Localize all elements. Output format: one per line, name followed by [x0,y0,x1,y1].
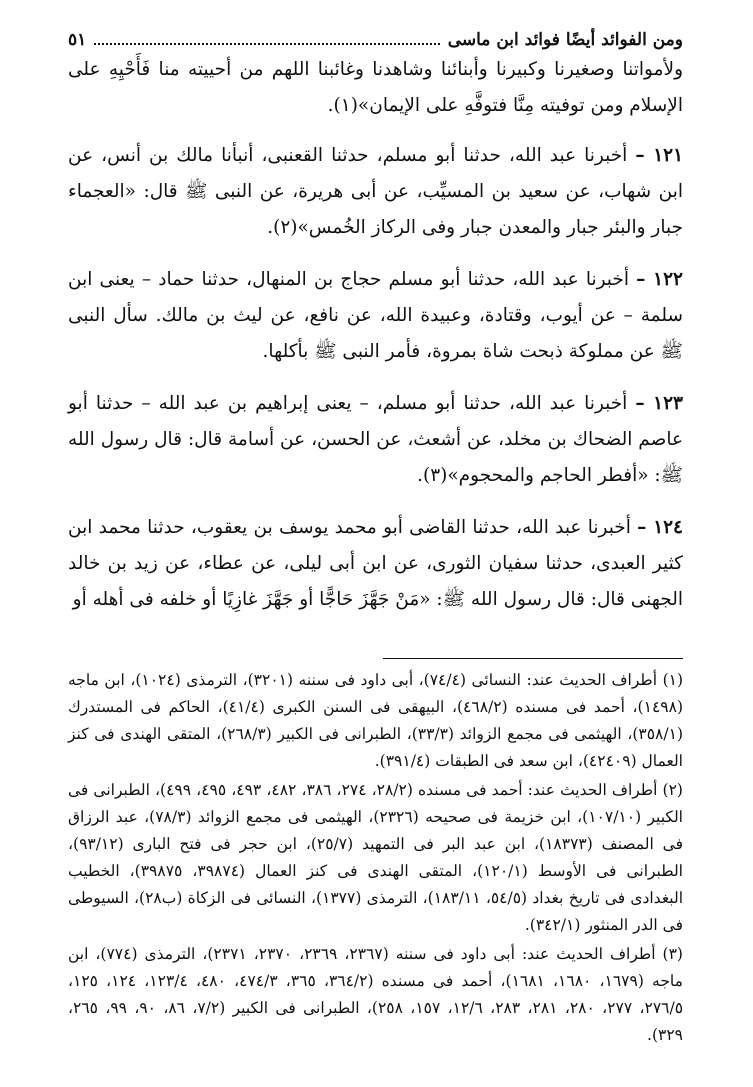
hadith-text: أخبرنا عبد الله، حدثنا القاضى أبو محمد يوسف بن يعقوب، حدثنا محمد ابن كثير العبدى، حدثنا سفيان الثورى، عن ابن أبى ليلى، عن عطاء، عن زيد بن خالد الجهنى قال: قال رسول الله ﷺ: «مَنْ جَهَّزَ حَاجًّا أو جَهَّزَ غازِيًا أو خلفه فى أهله أو [68,517,683,610]
hadith-124 [68,510,683,618]
hadith-121 [68,138,683,246]
main-text [68,52,683,618]
running-header [68,30,683,50]
header-dot-leader [94,43,439,45]
running-title: ومن الفوائد أيضًا فوائد ابن ماسى [447,30,683,50]
hadith-text: أخبرنا عبد الله، حدثنا أبو مسلم حجاج بن المنهال، حدثنا حماد – يعنى ابن سلمة – عن أيوب، وقتادة، وعبيدة الله، عن نافع، عن ليث بن مالك. سأل النبى ﷺ عن مملوكة ذبحت شاة بمروة، فأمر النبى ﷺ بأكلها. [68,269,683,362]
footnote-1: (١) أطراف الحديث عند: النسائى (٧٤/٤)، أبى داود فى سننه (٣٢٠١)، الترمذى (١٠٢٤)، ابن ماجه (١٤٩٨)، أحمد فى مسنده (٤٦٨/٢)، البيهقى فى السنن الكبرى (٤١/٤)، الحاكم فى المستدرك (٣٥٨/١)، الهيثمى فى مجمع الزوائد (٣٣/٣)، الطبرانى فى الكبير (٢٦٨/٣)، المتقى الهندى فى كنز العمال (٤٢٤٠٩)، ابن سعد فى الطبقات (٣٩١/٤). [68,671,684,770]
paragraph-continuation: ولأمواتنا وصغيرنا وكبيرنا وأبنائنا وشاهدنا وغائبنا اللهم من أحييته منا فَأَحْيِهِ على الإسلام ومن توفيته مِنَّا فتوفَّهِ على الإيمان»(١). [68,59,683,116]
footnote-2: (٢) أطراف الحديث عند: أحمد فى مسنده (٢٨/٢، ٢٧٤، ٣٨٦، ٤٨٢، ٤٩٣، ٤٩٥، ٤٩٩)، الطبرانى فى الكبير (١٠٧/١٠)، ابن خزيمة فى صحيحه (٢٣٢٦)، الهيثمى فى مجمع الزوائد (٧٨/٣)، عبد الرزاق فى المصنف (١٨٣٧٣)، ابن عبد البر فى التمهيد (٢٥/٧)، ابن حجر فى فتح البارى (٩٣/١٢)، الطبرانى فى الأوسط (١٢٠/١)، المتقى الهندى فى كنز العمال (٣٩٨٧٤، ٣٩٨٧٥)، الخطيب البغدادى فى تاريخ بغداد (٥٤/٥، ١٨٣/١١)، الترمذى (١٣٧٧)، النسائى فى الزكاة (ب٢٨)، السيوطى فى الدر المنثور (٣٤٢/١). [68,781,684,934]
footnote-separator [383,658,683,659]
footnotes [68,667,683,1049]
hadith-122 [68,262,683,370]
hadith-number: ١٢١ – [635,145,684,166]
hadith-number: ١٢٢ – [636,269,683,290]
hadith-123 [68,386,683,494]
footnote-3: (٣) أطراف الحديث عند: أبى داود فى سننه (٢٣٦٧، ٢٣٦٩، ٢٣٧٠، ٢٣٧١)، الترمذى (٧٧٤)، ابن ماجه (١٦٧٩، ١٦٨٠، ١٦٨١)، أحمد فى مسنده (٣٦٤/٢، ٣٦٥، ٤٧٤/٣، ٤٨٠، ١٢٣/٤، ١٢٤، ١٢٥، ٢٧٦/٥، ٢٧٧، ٢٨٠، ٢٨١، ٢٨٣، ١٢/٦، ١٥٧، ٢٥٨)، الطبرانى فى الكبير (٧/٢، ٨٦، ٩٠، ٩٩، ٢٦٥، ٣٢٩). [68,945,684,1044]
hadith-number: ١٢٤ – [637,517,683,538]
hadith-number: ١٢٣ – [635,393,683,414]
hadith-text: أخبرنا عبد الله، حدثنا أبو مسلم، حدثنا القعنبى، أنبأنا مالك بن أنس، عن ابن شهاب، عن سعيد بن المسيِّب، عن أبى هريرة، عن النبى ﷺ قال: «العجماء جبار والبئر جبار والمعدن جبار وفى الركاز الخُمس»(٢). [68,145,683,238]
hadith-text: أخبرنا عبد الله، حدثنا أبو مسلم، – يعنى إبراهيم بن عبد الله – حدثنا أبو عاصم الضحاك بن مخلد، عن أشعث، عن الحسن، عن أسامة قال: قال رسول الله ﷺ: «أفطر الحاجم والمحجوم»(٣). [68,393,683,486]
page-number: ٥١ [68,30,87,50]
